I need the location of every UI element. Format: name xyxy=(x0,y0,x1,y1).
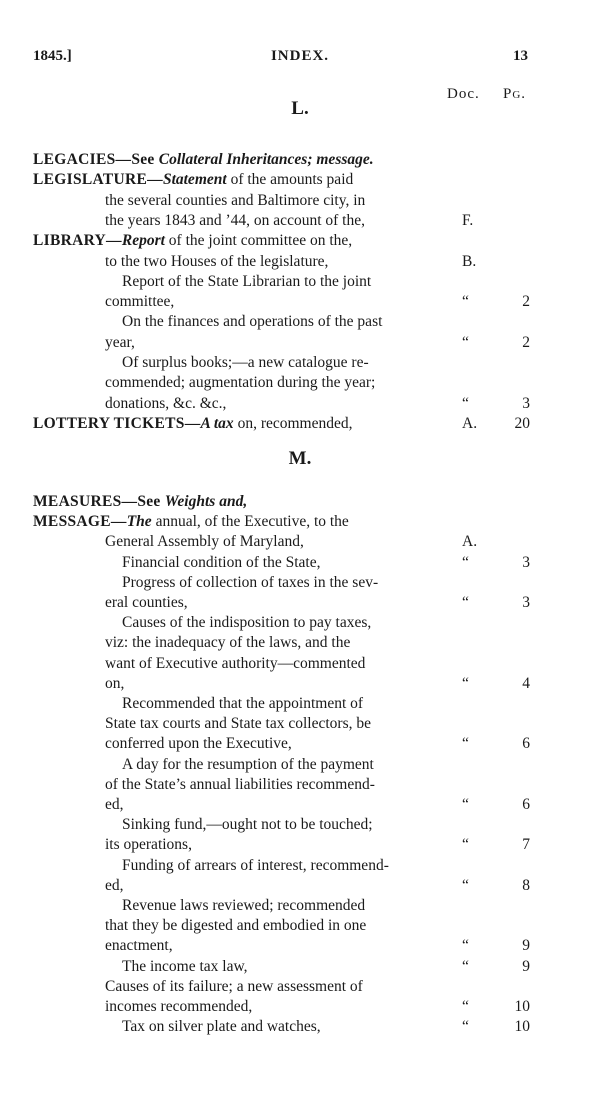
index-line xyxy=(0,333,600,353)
index-entry-separator: — xyxy=(147,171,163,189)
index-entry-italic: Report xyxy=(121,232,165,250)
doc-reference: A. xyxy=(462,414,478,432)
index-line-text xyxy=(122,1017,321,1037)
index-line xyxy=(0,633,600,653)
index-entry-separator: —See xyxy=(115,151,159,168)
index-entry-text: Causes of its failure; a new assessment of xyxy=(105,977,363,995)
doc-reference: B. xyxy=(462,252,477,270)
index-line-text xyxy=(122,312,382,332)
index-line-text xyxy=(33,231,352,251)
page-reference: 6 xyxy=(522,735,530,753)
index-line-text xyxy=(122,815,373,835)
doc-reference: “ xyxy=(462,957,469,975)
index-line-text xyxy=(105,795,124,815)
index-entry-text: on, recommended, xyxy=(233,414,353,432)
index-line-text xyxy=(33,170,353,190)
index-entry-text: The income tax law, xyxy=(122,957,248,975)
index-line-text xyxy=(105,936,173,956)
index-line-text xyxy=(122,353,369,373)
doc-reference: “ xyxy=(462,594,469,611)
index-line-text xyxy=(33,512,349,532)
index-line xyxy=(0,1017,600,1037)
index-entry-italic: Statement xyxy=(162,171,227,189)
index-line xyxy=(0,755,600,775)
index-line-text xyxy=(122,613,371,633)
index-entry-text: commended; augmentation during the year; xyxy=(105,374,376,392)
index-line xyxy=(0,512,600,532)
index-line xyxy=(0,170,600,190)
index-line-text xyxy=(33,414,352,434)
index-entry-separator: — xyxy=(110,513,127,531)
index-entry-heading: LIBRARY xyxy=(33,232,107,250)
index-entry-text: committee, xyxy=(105,293,175,311)
index-entry-italic: Weights and, xyxy=(164,493,248,510)
column-header-pg: Pg. xyxy=(503,86,527,102)
index-line xyxy=(0,856,600,876)
page-reference: 2 xyxy=(522,293,530,311)
header-page-number: 13 xyxy=(513,48,528,64)
index-line xyxy=(0,252,600,272)
doc-reference: “ xyxy=(462,1018,469,1036)
index-entry-text: incomes recommended, xyxy=(105,998,253,1015)
page-reference: 9 xyxy=(522,937,530,955)
index-line-text xyxy=(122,896,365,916)
index-line xyxy=(0,394,600,414)
index-entry-text: that they be digested and embodied in one xyxy=(105,917,367,935)
doc-reference: “ xyxy=(462,674,469,692)
index-line xyxy=(0,916,600,936)
index-line xyxy=(0,714,600,734)
index-entry-separator: —See xyxy=(121,493,165,510)
index-entry-text: Progress of collection of taxes in the sev- xyxy=(122,573,379,591)
doc-reference: “ xyxy=(462,836,469,854)
index-entry-text: Funding of arrears of interest, recommend- xyxy=(122,856,389,874)
index-line xyxy=(0,553,600,573)
index-entry-separator: — xyxy=(106,232,122,250)
index-line xyxy=(0,654,600,674)
index-line-text xyxy=(33,492,247,512)
index-line xyxy=(0,492,600,512)
index-line-text xyxy=(122,755,374,775)
index-entry-text: A day for the resumption of the payment xyxy=(122,755,374,773)
index-line-text xyxy=(105,252,328,272)
index-entry-heading: LEGACIES xyxy=(33,151,116,168)
index-entry-text: Report of the State Librarian to the joint xyxy=(122,272,372,290)
index-line xyxy=(0,775,600,795)
index-line-text xyxy=(105,775,375,795)
page-reference: 3 xyxy=(522,394,530,412)
index-entry-text: year, xyxy=(105,333,135,351)
column-header-doc: Doc. xyxy=(447,86,480,102)
index-entry-text: on, xyxy=(105,674,125,692)
index-entry-text: Financial condition of the State, xyxy=(122,553,321,571)
index-line xyxy=(0,414,600,434)
index-entry-text: of the State’s annual liabilities recommend- xyxy=(105,775,375,793)
page-reference: 10 xyxy=(514,998,530,1015)
index-line xyxy=(0,353,600,373)
index-line xyxy=(0,573,600,593)
index-line-text xyxy=(105,916,366,936)
page-reference: 9 xyxy=(522,957,530,975)
page-reference: 4 xyxy=(522,674,530,692)
doc-reference: “ xyxy=(462,937,469,955)
index-line xyxy=(0,835,600,855)
index-entry-text: to the two Houses of the legislature, xyxy=(105,252,329,270)
doc-reference: “ xyxy=(462,876,469,894)
section-letter: L. xyxy=(291,98,309,119)
index-entry-text: Causes of the indisposition to pay taxes, xyxy=(122,614,372,632)
header-year: 1845.] xyxy=(33,48,72,64)
index-line-text xyxy=(122,957,248,977)
index-line xyxy=(0,815,600,835)
index-line-text xyxy=(105,654,365,674)
index-entry-text: enactment, xyxy=(105,937,173,955)
index-line xyxy=(0,532,600,552)
doc-reference: F. xyxy=(462,211,474,229)
index-line-text xyxy=(105,876,124,896)
index-line xyxy=(0,211,600,231)
index-entry-text: ed, xyxy=(105,876,124,894)
index-line-text xyxy=(105,333,135,353)
index-entry-text: viz: the inadequacy of the laws, and the xyxy=(105,634,351,652)
doc-reference: “ xyxy=(462,796,469,813)
index-line-text xyxy=(105,674,124,694)
index-entry-text: Of surplus books;—a new catalogue re- xyxy=(122,354,369,371)
page-reference: 8 xyxy=(522,876,530,894)
index-line xyxy=(0,977,600,997)
index-line-text xyxy=(105,394,226,414)
index-line-text xyxy=(105,977,363,997)
index-line xyxy=(0,997,600,1017)
index-line-text xyxy=(105,292,174,312)
index-line-text xyxy=(105,191,365,211)
doc-reference: “ xyxy=(462,553,469,571)
index-line xyxy=(0,795,600,815)
index-entry-text: of the amounts paid xyxy=(226,171,354,189)
page-reference: 6 xyxy=(522,796,530,813)
index-line xyxy=(0,896,600,916)
index-entry-text: Revenue laws reviewed; recommended xyxy=(122,897,366,914)
index-entry-text: the years 1843 and ’44, on account of the, xyxy=(105,211,365,229)
index-line-text xyxy=(122,272,371,292)
index-line-text xyxy=(105,373,375,393)
index-line-text xyxy=(105,532,304,552)
index-line-text xyxy=(105,633,350,653)
index-entry-heading: LEGISLATURE xyxy=(33,171,148,189)
index-line xyxy=(0,734,600,754)
index-entry-separator: — xyxy=(184,414,201,432)
index-entry-text: donations, &c. &c., xyxy=(105,394,227,412)
index-entry-text: conferred upon the Executive, xyxy=(105,735,292,753)
index-line xyxy=(0,191,600,211)
index-line xyxy=(0,876,600,896)
page-reference: 20 xyxy=(514,414,530,432)
page-reference: 10 xyxy=(514,1018,530,1036)
index-entry-text: of the joint committee on the, xyxy=(164,232,353,250)
index-line-text xyxy=(105,211,365,231)
index-line-text xyxy=(33,150,374,170)
doc-reference: A. xyxy=(462,533,478,551)
index-entry-italic: Collateral Inheritances; message. xyxy=(158,151,374,168)
index-entry-text: State tax courts and State tax collectors, be xyxy=(105,715,371,733)
index-line xyxy=(0,312,600,332)
index-entry-italic: The xyxy=(126,513,152,531)
index-entry-text: annual, of the Executive, to the xyxy=(151,513,349,531)
index-line xyxy=(0,272,600,292)
index-entry-text: the several counties and Baltimore city, in xyxy=(105,191,366,209)
index-line-text xyxy=(105,997,252,1017)
doc-reference: “ xyxy=(462,293,469,311)
index-line-text xyxy=(105,835,192,855)
index-line xyxy=(0,292,600,312)
doc-reference: “ xyxy=(462,998,469,1015)
index-entry-heading: LOTTERY TICKETS xyxy=(33,414,185,432)
index-line xyxy=(0,957,600,977)
index-line xyxy=(0,593,600,613)
section-letter: M. xyxy=(288,448,312,469)
index-entry-text: Tax on silver plate and watches, xyxy=(122,1018,321,1036)
index-line-text xyxy=(122,573,378,593)
header-title: INDEX. xyxy=(270,48,330,64)
index-entry-text: its operations, xyxy=(105,836,192,854)
index-line xyxy=(0,674,600,694)
page-reference: 3 xyxy=(522,594,530,611)
page-reference: 7 xyxy=(522,836,530,854)
index-entry-text: Sinking fund,—ought not to be touched; xyxy=(122,816,373,834)
page-reference: 2 xyxy=(522,333,530,351)
index-line xyxy=(0,613,600,633)
doc-reference: “ xyxy=(462,394,469,412)
index-entry-text: Recommended that the appointment of xyxy=(122,695,364,712)
index-entry-text: On the finances and operations of the past xyxy=(122,313,383,331)
index-line-text xyxy=(105,734,292,754)
doc-reference: “ xyxy=(462,333,469,351)
index-line-text xyxy=(122,553,320,573)
index-line-text xyxy=(122,856,389,876)
index-entry-heading: MEASURES xyxy=(33,493,122,510)
index-entry-heading: MESSAGE xyxy=(33,513,111,531)
index-line xyxy=(0,936,600,956)
index-line xyxy=(0,231,600,251)
index-entry-text: want of Executive authority—commented xyxy=(105,654,366,672)
index-entry-text: eral counties, xyxy=(105,594,188,611)
doc-reference: “ xyxy=(462,735,469,753)
index-line-text xyxy=(105,593,188,613)
index-entry-text: ed, xyxy=(105,796,124,813)
index-line-text xyxy=(122,694,363,714)
index-entry-italic: A tax xyxy=(200,414,234,432)
index-line-text xyxy=(105,714,371,734)
index-line xyxy=(0,150,600,170)
page-reference: 3 xyxy=(522,553,530,571)
index-line xyxy=(0,373,600,393)
index-line xyxy=(0,694,600,714)
index-entry-text: General Assembly of Maryland, xyxy=(105,533,304,551)
